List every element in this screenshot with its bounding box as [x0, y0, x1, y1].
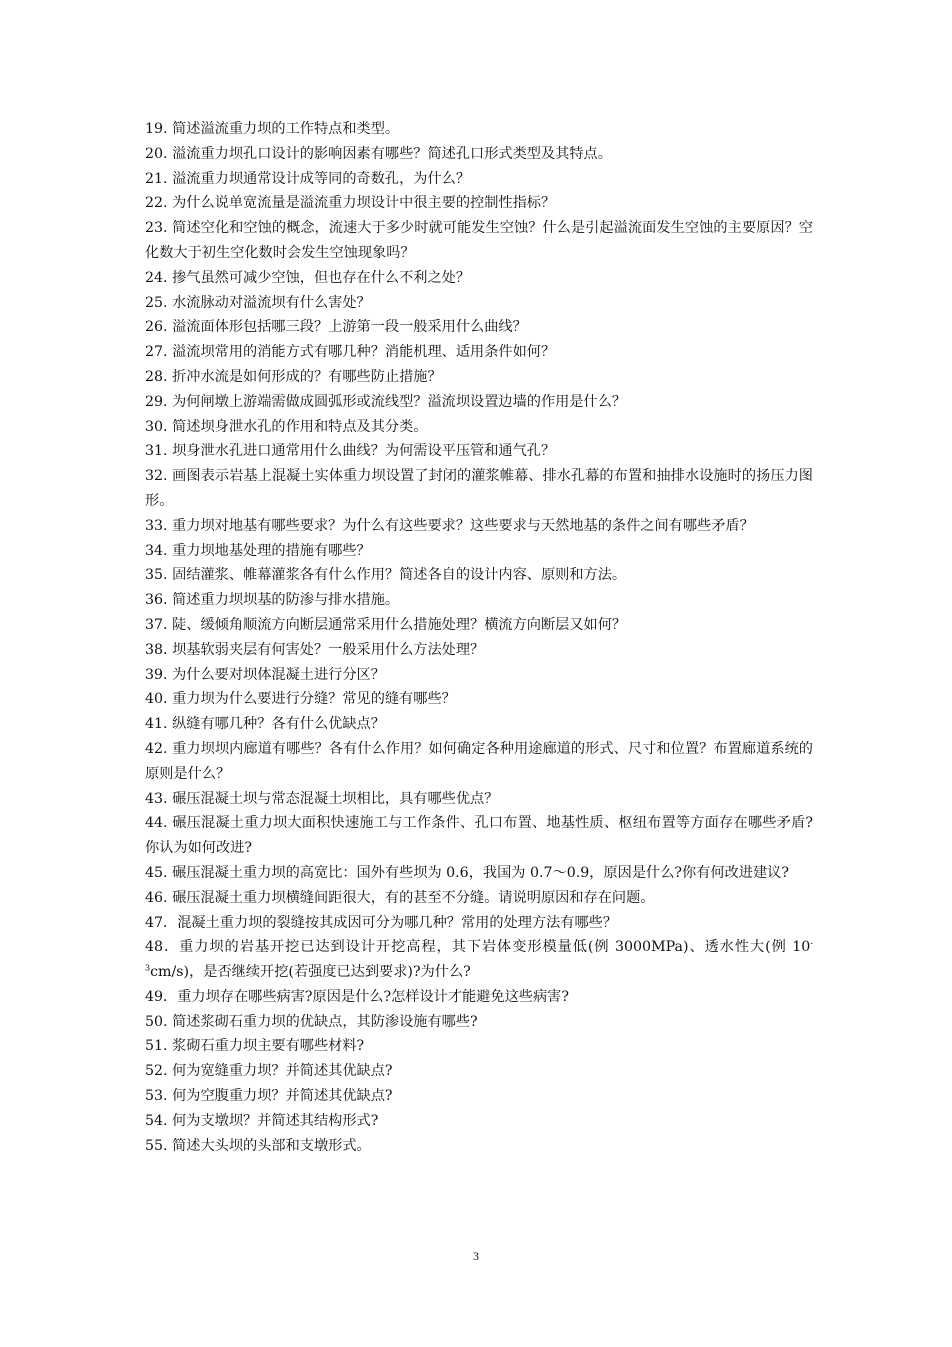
question-47: 47．混凝土重力坝的裂缝按其成因可分为哪几种？常用的处理方法有哪些？ — [145, 914, 618, 931]
question-48-exponent: -3 — [145, 938, 813, 973]
question-list — [145, 117, 813, 1158]
question-20: 20. 溢流重力坝孔口设计的影响因素有哪些？简述孔口形式类型及其特点。 — [145, 145, 612, 162]
question-28: 28. 折冲水流是如何形成的？有哪些防止措施？ — [145, 368, 442, 385]
question-48 — [145, 935, 813, 985]
question-19: 19. 简述溢流重力坝的工作特点和类型。 — [145, 121, 400, 137]
question-36: 36. 简述重力坝坝基的防渗与排水措施。 — [145, 592, 400, 609]
question-49: 49．重力坝存在哪些病害?原因是什么?怎样设计才能避免这些病害? — [145, 988, 569, 1005]
question-22: 22. 为什么说单宽流量是溢流重力坝设计中很主要的控制性指标？ — [145, 195, 556, 212]
question-32: 32. 画图表示岩基上混凝土实体重力坝设置了封闭的灌浆帷幕、排水孔幕的布置和抽排水设施时的扬压力图形。 — [145, 468, 813, 509]
question-37: 37. 陡、缓倾角顺流方向断层通常采用什么措施处理？横流方向断层又如何？ — [145, 616, 627, 633]
question-42: 42. 重力坝坝内廊道有哪些？各有什么作用？如何确定各种用途廊道的形式、尺寸和位置？布置廊道系统的原则是什么？ — [145, 740, 813, 782]
question-44: 44. 碾压混凝土重力坝大面积快速施工与工作条件、孔口布置、地基性质、枢纽布置等方面存在哪些矛盾?你认为如何改进? — [145, 815, 813, 857]
question-29: 29. 为何闸墩上游端需做成圆弧形或流线型？溢流坝设置边墙的作用是什么？ — [145, 393, 627, 410]
question-26: 26. 溢流面体形包括哪三段？上游第一段一般采用什么曲线？ — [145, 319, 527, 336]
question-43: 43. 碾压混凝土坝与常态混凝土坝相比，具有哪些优点？ — [145, 790, 499, 807]
question-52: 52. 何为宽缝重力坝？并简述其优缺点? — [145, 1063, 393, 1080]
question-30: 30. 简述坝身泄水孔的作用和特点及其分类。 — [145, 418, 428, 435]
question-41: 41. 纵缝有哪几种？各有什么优缺点？ — [145, 716, 385, 733]
question-38: 38. 坝基软弱夹层有何害处？一般采用什么方法处理？ — [145, 641, 485, 658]
question-50: 50. 简述浆砌石重力坝的优缺点，其防渗设施有哪些? — [145, 1013, 478, 1030]
question-35: 35. 固结灌浆、帷幕灌浆各有什么作用？简述各自的设计内容、原则和方法。 — [145, 567, 627, 584]
question-54: 54. 何为支墩坝？并简述其结构形式? — [145, 1112, 379, 1129]
question-55: 55. 简述大头坝的头部和支墩形式。 — [145, 1137, 371, 1154]
question-53: 53. 何为空腹重力坝？并简述其优缺点? — [145, 1088, 393, 1105]
question-48-text-end: cm/s)，是否继续开挖(若强度已达到要求)?为什么? — [150, 964, 471, 981]
question-46: 46. 碾压混凝土重力坝横缝间距很大，有的甚至不分缝。请说明原因和存在问题。 — [145, 889, 655, 906]
page-number: 3 — [473, 1249, 479, 1263]
question-21: 21. 溢流重力坝通常设计成等同的奇数孔，为什么？ — [145, 170, 471, 187]
question-31: 31. 坝身泄水孔进口通常用什么曲线？为何需设平压管和通气孔？ — [145, 443, 556, 460]
question-39: 39. 为什么要对坝体混凝土进行分区？ — [145, 666, 385, 683]
question-25: 25. 水流脉动对溢流坝有什么害处？ — [145, 294, 371, 311]
question-45: 45. 碾压混凝土重力坝的高宽比：国外有些坝为 0.6，我国为 0.7～0.9，原因是什么?你有何改进建议? — [145, 864, 789, 881]
question-48-text-start: 48．重力坝的岩基开挖已达到设计开挖高程，其下岩体变形模量低(例 3000MPa)、透水性大(例 10 — [145, 939, 811, 956]
question-33: 33. 重力坝对地基有哪些要求？为什么有这些要求？这些要求与天然地基的条件之间有哪些矛盾？ — [145, 517, 754, 534]
question-27: 27. 溢流坝常用的消能方式有哪几种？消能机理、适用条件如何？ — [145, 344, 556, 361]
question-51: 51. 浆砌石重力坝主要有哪些材料? — [145, 1038, 365, 1055]
question-23: 23. 简述空化和空蚀的概念，流速大于多少时就可能发生空蚀？什么是引起溢流面发生空蚀的主要原因？空化数大于初生空化数时会发生空蚀现象吗？ — [145, 220, 813, 261]
question-40: 40. 重力坝为什么要进行分缝？常见的缝有哪些？ — [145, 691, 456, 708]
question-24: 24. 掺气虽然可减少空蚀，但也存在什么不利之处？ — [145, 269, 471, 286]
question-34: 34. 重力坝地基处理的措施有哪些？ — [145, 542, 371, 559]
